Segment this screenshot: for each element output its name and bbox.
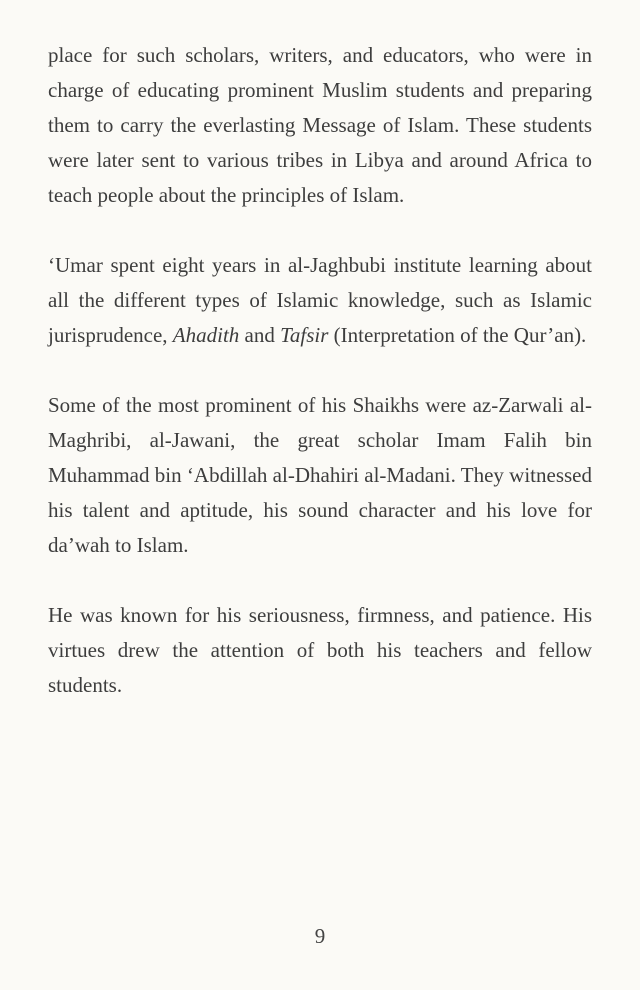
paragraph-1 [48,38,592,213]
paragraph-2-italic-tafsir: Tafsir [280,323,329,347]
paragraph-2-text-a: ‘Umar spent eight years in al-Jaghbubi institute learning about all the different types of Islamic knowledge, such as Islamic jurisprudence, [48,253,592,347]
paragraph-1-text: place for such scholars, writers, and educators, who were in charge of educating prominent Muslim students and preparing them to carry the everlasting Message of Islam. These students were later sent to various tribes in Libya and around Africa to teach people about the principles of Islam. [48,43,592,207]
paragraph-4 [48,598,592,703]
paragraph-3 [48,388,592,563]
paragraph-2-italic-ahadith: Ahadith [172,323,240,347]
paragraph-2 [48,248,592,353]
paragraph-3-text: Some of the most prominent of his Shaikhs were az-Zarwali al-Maghribi, al-Jawani, the great scholar Imam Falih bin Muhammad bin ‘Abdillah al-Dhahiri al-Madani. They witnessed his talent and aptitude, his sound character and his love for da’wah to Islam. [48,393,592,557]
page-number: 9 [314,924,326,948]
paragraph-2-text-c: (Interpretation of the Qur’an). [328,323,587,347]
paragraph-4-text: He was known for his seriousness, firmness, and patience. His virtues drew the attention of both his teachers and fellow students. [48,603,592,697]
paragraph-2-text-b: and [239,323,281,347]
